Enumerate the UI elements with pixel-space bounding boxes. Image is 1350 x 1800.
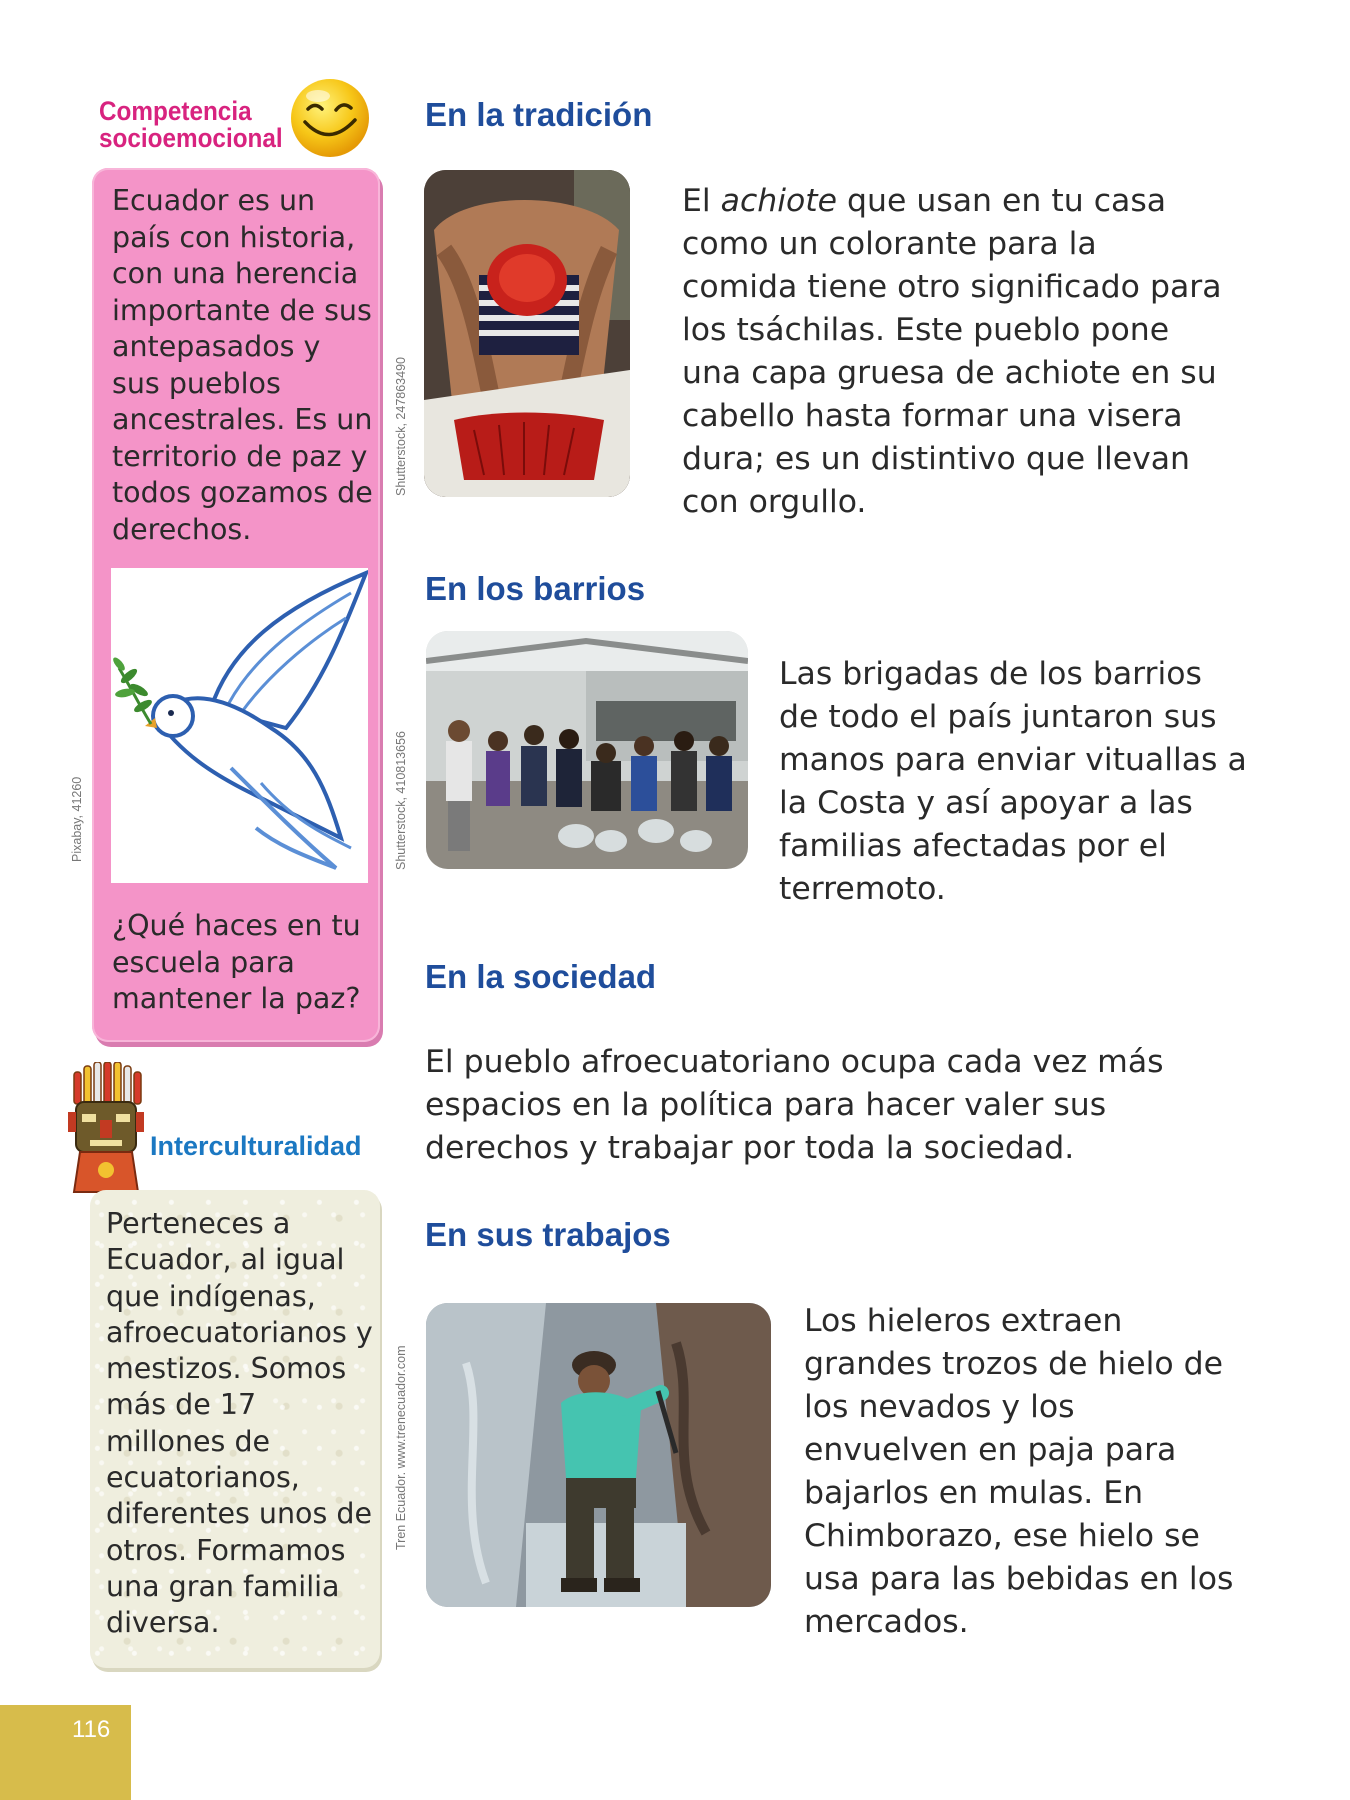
smiley-icon bbox=[288, 76, 372, 160]
dove-credit: Pixabay, 41260 bbox=[70, 776, 84, 862]
sociedad-text: El pueblo afroecuatoriano ocupa cada vez más espacios en la política para hacer valer sus derechos y trabajar por toda la sociedad. bbox=[425, 1044, 1164, 1166]
tradicion-credit: Shutterstock, 247863490 bbox=[394, 357, 408, 496]
page-number-tab bbox=[0, 1705, 131, 1800]
tradicion-text-end: que usan en tu casa como un colorante para la comida tiene otro significado para los tsáchilas. Este pueblo pone una capa gruesa de achiote en su cabello hasta formar una visera dura; es un distintivo que llevan con orgullo. bbox=[682, 183, 1222, 520]
section-title-trabajos: En sus trabajos bbox=[425, 1216, 671, 1253]
brigadas-illustration bbox=[426, 631, 748, 869]
competencia-title-line2: socioemocional bbox=[99, 123, 283, 153]
hieleros-photo bbox=[426, 1303, 771, 1607]
tsachila-illustration bbox=[424, 170, 630, 497]
tradicion-text bbox=[682, 180, 1222, 524]
competencia-question: ¿Qué haces en tu escuela para mantener la paz? bbox=[112, 909, 361, 1015]
section-title-sociedad: En la sociedad bbox=[425, 958, 657, 995]
section-title-barrios: En los barrios bbox=[425, 570, 646, 607]
interculturalidad-paragraph: Perteneces a Ecuador, al igual que indígenas, afroecuatorianos y mestizos. Somos más de 17 millones de ecuatorianos, diferentes unos de otros. Formamos una gran familia diversa. bbox=[106, 1207, 373, 1640]
competencia-title bbox=[99, 96, 283, 153]
section-title-tradicion: En la tradición bbox=[425, 96, 653, 133]
trabajos-text: Los hieleros extraen grandes trozos de hielo de los nevados y los envuelven en paja para bajarlos en mulas. En Chimborazo, ese hielo se usa para las bebidas en los mercados. bbox=[804, 1303, 1234, 1640]
hieleros-illustration bbox=[426, 1303, 771, 1607]
dove-image bbox=[111, 568, 368, 883]
tradicion-text-emph: achiote bbox=[720, 183, 838, 219]
brigadas-photo bbox=[426, 631, 748, 869]
dove-illustration bbox=[111, 568, 368, 883]
trabajos-credit: Tren Ecuador. www.trenecuador.com bbox=[394, 1345, 408, 1550]
competencia-title-line1: Competencia bbox=[99, 96, 252, 126]
interculturalidad-title: Interculturalidad bbox=[150, 1131, 362, 1161]
tsachila-photo bbox=[424, 170, 630, 497]
barrios-text: Las brigadas de los barrios de todo el país juntaron sus manos para enviar vituallas a la Costa y así apoyar a las familias afectadas por el terremoto. bbox=[779, 656, 1247, 907]
page-number: 116 bbox=[72, 1716, 111, 1743]
barrios-credit: Shutterstock, 410813656 bbox=[394, 731, 408, 870]
tradicion-text-start: El bbox=[682, 183, 721, 219]
mask-icon bbox=[66, 1062, 148, 1196]
competencia-paragraph: Ecuador es un país con historia, con una herencia importante de sus antepasados y sus pueblos ancestrales. Es un territorio de paz y todos gozamos de derechos. bbox=[112, 184, 373, 546]
